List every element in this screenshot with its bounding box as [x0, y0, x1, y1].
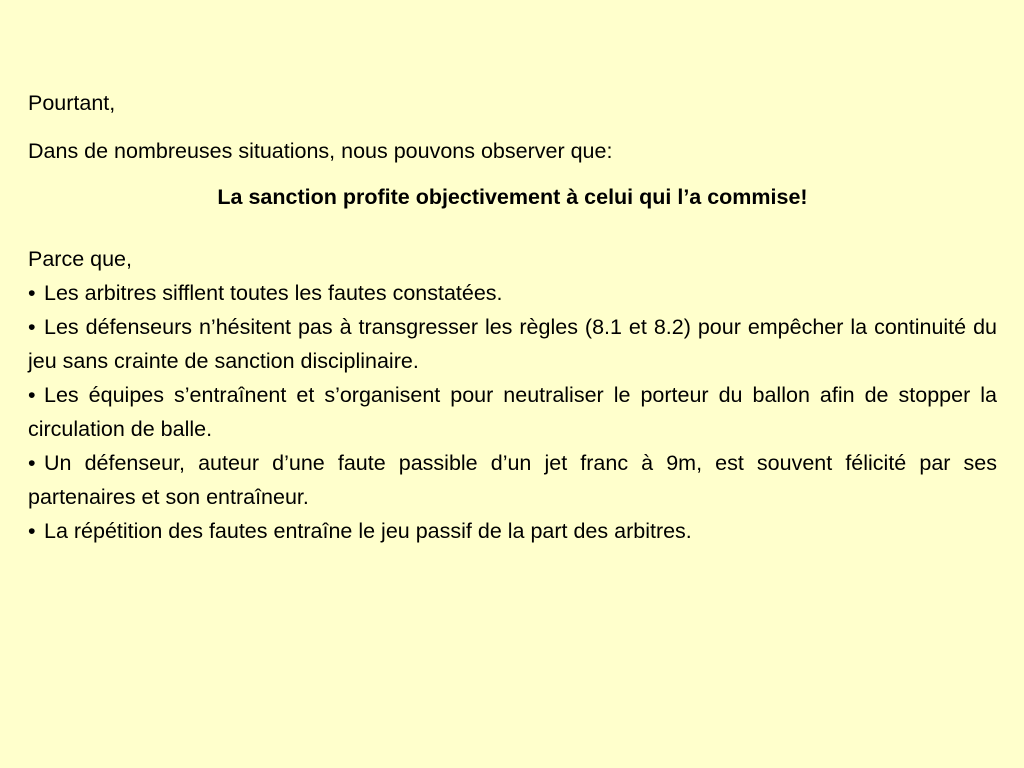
intro-text: Pourtant,	[28, 91, 116, 115]
emphasis-statement: La sanction profite objectivement à celui qui l’a commise!	[217, 185, 808, 209]
reason-intro-text: Parce que,	[28, 247, 132, 271]
bullet-icon: •	[28, 451, 36, 475]
observation-text: Dans de nombreuses situations, nous pouvons observer que:	[28, 139, 613, 163]
slide-content	[28, 86, 997, 548]
bullet-text: Un défenseur, auteur d’une faute passible d’un jet franc à 9m, est souvent félicité par ses partenaires et son entraîneur.	[28, 451, 997, 509]
bullet-icon: •	[28, 519, 36, 543]
bullet-icon: •	[28, 281, 36, 305]
bullet-list	[28, 276, 997, 548]
bullet-icon: •	[28, 383, 36, 407]
bullet-item	[28, 276, 997, 310]
bullet-text: La répétition des fautes entraîne le jeu passif de la part des arbitres.	[44, 519, 692, 543]
bullet-icon: •	[28, 315, 36, 339]
bullet-text: Les arbitres sifflent toutes les fautes constatées.	[44, 281, 503, 305]
bullet-item	[28, 378, 997, 446]
bullet-item	[28, 514, 997, 548]
bullet-item	[28, 310, 997, 378]
bullet-text: Les équipes s’entraînent et s’organisent pour neutraliser le porteur du ballon afin de stopper la circulation de balle.	[28, 383, 997, 441]
bullet-text: Les défenseurs n’hésitent pas à transgresser les règles (8.1 et 8.2) pour empêcher la continuité du jeu sans crainte de sanction disciplinaire.	[28, 315, 997, 373]
bullet-item	[28, 446, 997, 514]
